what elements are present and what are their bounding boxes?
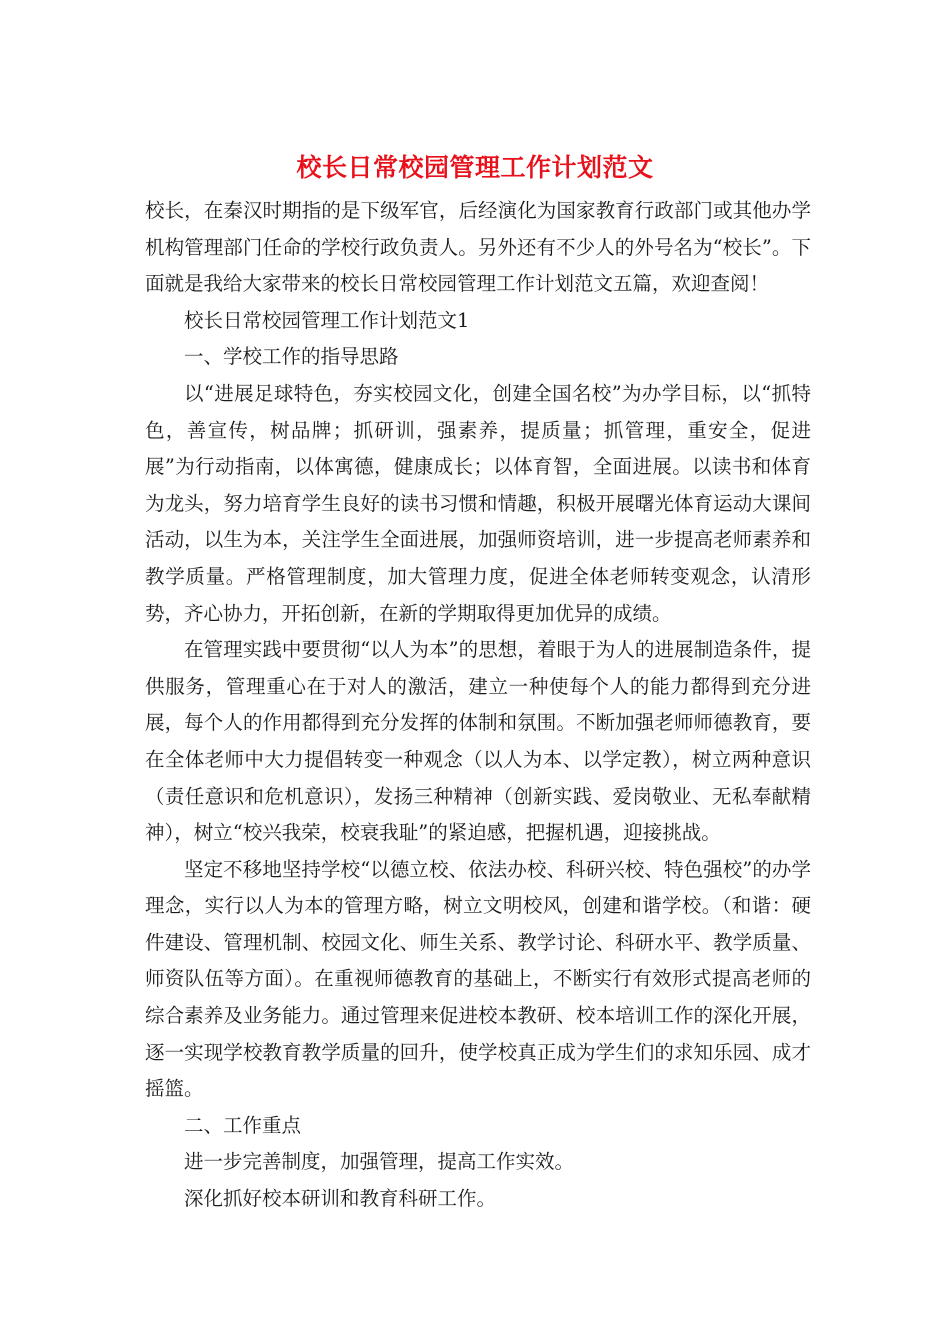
- paragraph-goals: 以“进展足球特色，夯实校园文化，创建全国名校”为办学目标，以“抓特色，善宣传，树品牌；抓研训，强素养，提质量；抓管理，重安全，促进展”为行动指南，以体寓德，健康成长；以体育智，全面进展。以读书和体育为龙头，努力培育学生良好的读书习惯和情趣，积极开展曙光体育运动大课间活动，以生为本，关注学生全面进展，加强师资培训，进一步提高老师素养和教学质量。严格管理制度，加大管理力度，促进全体老师转变观念，认清形势，齐心协力，开拓创新，在新的学期取得更加优异的成绩。: [145, 381, 811, 625]
- paragraph-improve-system: 进一步完善制度，加强管理，提高工作实效。: [184, 1150, 575, 1174]
- document-title: 校长日常校园管理工作计划范文: [296, 153, 654, 182]
- document-body: [145, 193, 811, 1218]
- paragraph-research-training: 深化抓好校本研训和教育科研工作。: [184, 1187, 497, 1211]
- paragraph-people-oriented: 在管理实践中要贯彻“以人为本”的思想，着眼于为人的进展制造条件，提供服务，管理重心在于对人的激活，建立一种使每个人的能力都得到充分进展，每个人的作用都得到充分发挥的体制和氛围。不断加强老师师德教育，要在全体老师中大力提倡转变一种观念（以人为本、以学定教），树立两种意识（责任意识和危机意识），发扬三种精神（创新实践、爱岗敬业、无私奉献精神），树立“校兴我荣，校衰我耻”的紧迫感，把握机遇，迎接挑战。: [145, 638, 811, 845]
- subheading-work-focus: 二、工作重点: [184, 1113, 302, 1137]
- subheading-guiding-ideas: 一、学校工作的指导思路: [184, 345, 399, 369]
- paragraph-school-philosophy: 坚定不移地坚持学校“以德立校、依法办校、科研兴校、特色强校”的办学理念，实行以人为本的管理方略，树立文明校风，创建和谐学校。（和谐：硬件建设、管理机制、校园文化、师生关系、教学讨论、科研水平、教学质量、师资队伍等方面）。在重视师德教育的基础上，不断实行有效形式提高老师的综合素养及业务能力。通过管理来促进校本教研、校本培训工作的深化开展，逐一实现学校教育教学质量的回升，使学校真正成为学生们的求知乐园、成才摇篮。: [145, 857, 811, 1101]
- intro-paragraph: 校长，在秦汉时期指的是下级军官，后经演化为国家教育行政部门或其他办学机构管理部门任命的学校行政负责人。另外还有不少人的外号名为“校长”。下面就是我给大家带来的校长日常校园管理工作计划范文五篇，欢迎查阅！: [145, 199, 811, 296]
- section-heading-plan-1: 校长日常校园管理工作计划范文1: [184, 308, 470, 332]
